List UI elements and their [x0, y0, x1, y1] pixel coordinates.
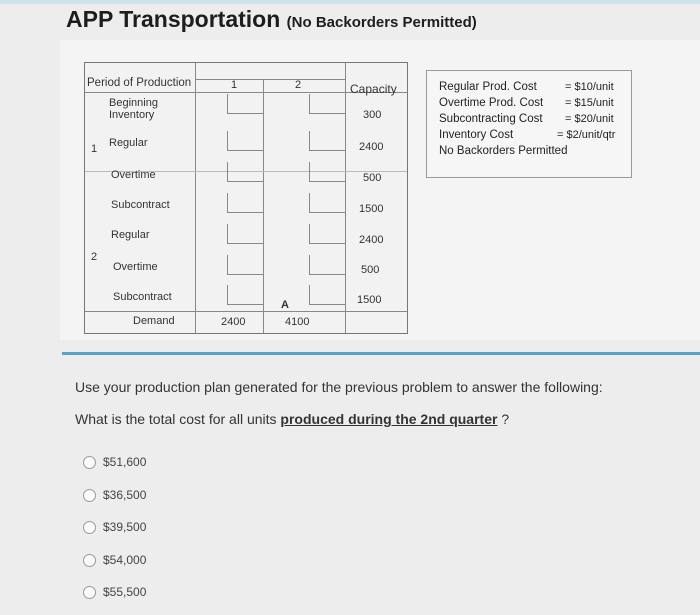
- answer-option-label: $36,500: [103, 488, 147, 502]
- capacity-overtime-2: 500: [361, 264, 380, 276]
- col-header-1: 1: [231, 79, 238, 91]
- cell-box: [227, 94, 264, 114]
- row-overtime-1: Overtime: [111, 169, 156, 181]
- row-subcontract-1: Subcontract: [111, 199, 170, 211]
- title-main: APP Transportation: [66, 6, 281, 32]
- cell-box: [309, 224, 346, 244]
- subcontract-cost-label: Subcontracting Cost: [439, 113, 543, 125]
- radio-icon[interactable]: [83, 586, 96, 599]
- radio-icon[interactable]: [83, 456, 96, 469]
- period-of-production-header: Period of Production: [87, 77, 192, 89]
- cell-box: [309, 193, 346, 213]
- question-underlined: produced during the 2nd quarter: [280, 411, 498, 427]
- cell-marker-a: A: [281, 299, 289, 311]
- capacity-subcontract-1: 1500: [359, 203, 384, 215]
- col-header-2: 2: [295, 79, 302, 91]
- column-divider-1: [195, 63, 196, 333]
- overtime-cost-value: = $15/unit: [565, 97, 614, 109]
- cell-box: [227, 224, 264, 244]
- question-prefix: What is the total cost for all units: [75, 411, 277, 427]
- beginning-inventory-line1: Beginning: [109, 97, 158, 109]
- regular-cost-value: = $10/unit: [565, 81, 614, 93]
- period-use-divider: [195, 79, 345, 80]
- demand-period-1: 2400: [221, 316, 246, 328]
- cell-box: [227, 131, 264, 151]
- radio-icon[interactable]: [83, 489, 96, 502]
- inventory-cost-value: = $2/unit/qtr: [557, 129, 616, 141]
- overtime-cost-label: Overtime Prod. Cost: [439, 97, 544, 109]
- capacity-overtime-1: 500: [363, 172, 382, 184]
- period-1-label: 1: [91, 143, 98, 155]
- answer-option-label: $39,500: [103, 520, 147, 534]
- answer-option-2[interactable]: [83, 485, 146, 505]
- question-intro: Use your production plan generated for the previous problem to answer the following:: [75, 379, 603, 395]
- capacity-regular-1: 2400: [359, 141, 384, 153]
- row-overtime-2: Overtime: [113, 261, 158, 273]
- answer-option-label: $54,000: [103, 553, 147, 567]
- answer-option-3[interactable]: [83, 517, 146, 537]
- cell-box: [309, 162, 346, 182]
- cell-box: [227, 255, 264, 275]
- cell-box: [309, 285, 346, 305]
- top-strip: [0, 0, 700, 4]
- no-backorders-note: No Backorders Permitted: [439, 145, 568, 157]
- question-text: [75, 411, 509, 427]
- row-subcontract-2: Subcontract: [113, 291, 172, 303]
- row-regular-1: Regular: [109, 137, 148, 149]
- demand-label: Demand: [133, 315, 175, 327]
- beginning-inventory-line2: Inventory: [109, 109, 155, 121]
- cell-box: [309, 131, 346, 151]
- row-regular-2: Regular: [111, 229, 150, 241]
- subcontract-cost-value: = $20/unit: [565, 113, 614, 125]
- answer-option-label: $51,600: [103, 455, 147, 469]
- regular-cost-label: Regular Prod. Cost: [439, 81, 537, 93]
- radio-icon[interactable]: [83, 554, 96, 567]
- capacity-beginning-inventory: 300: [363, 109, 382, 121]
- cell-box: [227, 162, 264, 182]
- question-suffix: ?: [501, 411, 510, 427]
- cell-box: [227, 193, 264, 213]
- cell-box: [309, 94, 346, 114]
- radio-icon[interactable]: [83, 521, 96, 534]
- answer-option-5[interactable]: [83, 582, 146, 602]
- cost-info-box: [426, 70, 632, 178]
- demand-divider: [85, 311, 407, 312]
- cell-box: [309, 255, 346, 275]
- capacity-regular-2: 2400: [359, 234, 384, 246]
- section-divider: [62, 352, 700, 355]
- answer-option-1[interactable]: [83, 452, 146, 472]
- demand-period-2: 4100: [285, 316, 310, 328]
- period-2-label: 2: [91, 251, 98, 263]
- answer-option-label: $55,500: [103, 585, 147, 599]
- capacity-subcontract-2: 1500: [357, 294, 382, 306]
- answer-option-4[interactable]: [83, 550, 146, 570]
- inventory-cost-label: Inventory Cost: [439, 129, 514, 141]
- capacity-header: Capacity: [350, 82, 397, 96]
- transportation-table: [84, 62, 408, 334]
- cell-box: [227, 285, 264, 305]
- page-title: [66, 6, 477, 33]
- title-subtitle: (No Backorders Permitted): [286, 14, 477, 31]
